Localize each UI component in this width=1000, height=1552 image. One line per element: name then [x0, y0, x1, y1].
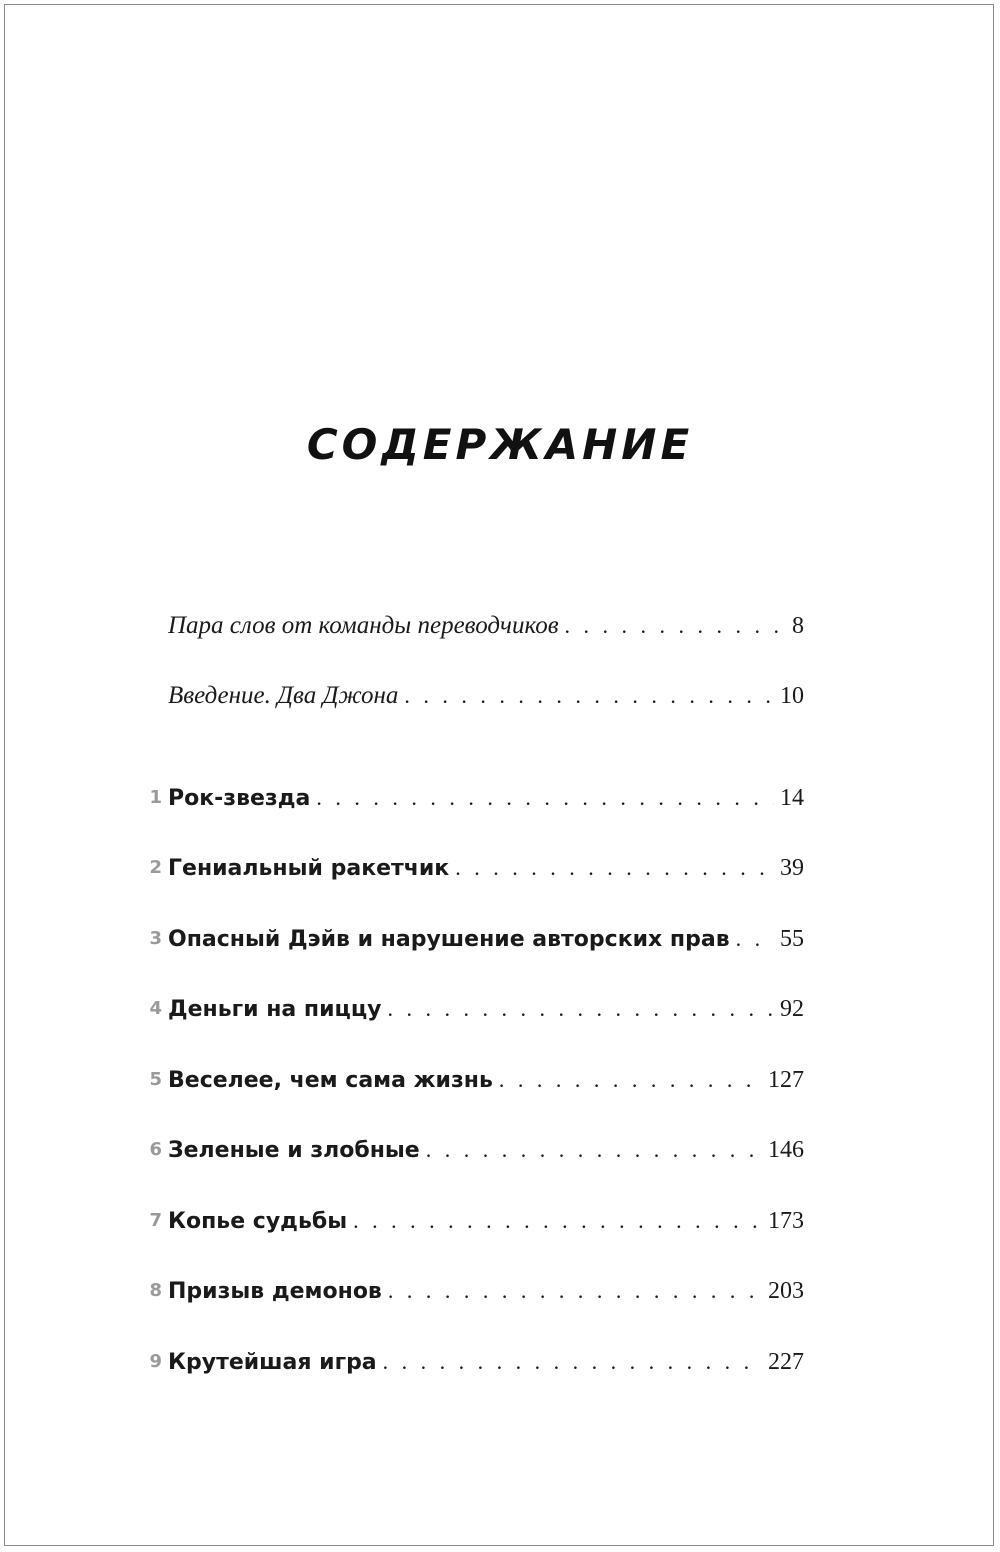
toc-chapter-8[interactable]: [168, 1273, 804, 1309]
toc-entry-page: 10: [780, 683, 804, 709]
toc-entry-page: 127: [768, 1067, 804, 1093]
toc-chapter-1[interactable]: [168, 780, 804, 816]
toc-entry-page: 203: [768, 1278, 804, 1304]
chapter-number: 1: [149, 787, 162, 808]
toc-entry-page: 8: [792, 613, 804, 639]
page-title: СОДЕРЖАНИЕ: [306, 420, 694, 469]
toc-entry-page: 173: [768, 1208, 804, 1234]
chapter-number: 5: [149, 1069, 162, 1090]
toc-chapter-5[interactable]: [168, 1062, 804, 1098]
toc-chapter-2[interactable]: [168, 850, 804, 886]
chapter-number: 6: [149, 1139, 162, 1160]
chapter-number: 9: [149, 1351, 162, 1372]
toc-entry-title: Гениальный ракетчик: [168, 856, 450, 881]
page-border: [4, 4, 994, 1546]
toc-entry-page: 14: [780, 785, 804, 811]
toc-chapter-4[interactable]: [168, 991, 804, 1027]
dot-leader: [383, 1344, 762, 1380]
dot-leader: [565, 608, 786, 644]
dot-leader: [404, 678, 774, 714]
toc-entry-title: Пара слов от команды переводчиков: [168, 612, 559, 639]
toc-entry-page: 39: [780, 855, 804, 881]
toc-entry-page: 92: [780, 996, 804, 1022]
toc-entry-title: Введение. Два Джона: [168, 682, 399, 709]
toc-entry-title: Призыв демонов: [168, 1279, 382, 1304]
chapter-number: 7: [149, 1210, 162, 1231]
toc-chapter-6[interactable]: [168, 1132, 804, 1168]
toc-entry-title: Зеленые и злобные: [168, 1138, 420, 1163]
toc-entry-translators-note[interactable]: [168, 608, 804, 644]
toc-chapter-7[interactable]: [168, 1203, 804, 1239]
dot-leader: [353, 1203, 762, 1239]
toc-chapter-9[interactable]: [168, 1344, 804, 1380]
chapter-number: 3: [149, 928, 162, 949]
dot-leader: [455, 850, 774, 886]
toc-chapter-3[interactable]: [168, 921, 804, 957]
toc-entry-title: Копье судьбы: [168, 1209, 348, 1234]
toc-entry-page: 227: [768, 1349, 804, 1375]
chapter-number: 8: [149, 1280, 162, 1301]
toc-entry-title: Крутейшая игра: [168, 1350, 377, 1375]
chapter-number: 4: [149, 998, 162, 1019]
dot-leader: [499, 1062, 762, 1098]
dot-leader: [388, 1273, 762, 1309]
toc-entry-introduction[interactable]: [168, 678, 804, 714]
dot-leader: [426, 1132, 762, 1168]
toc-entry-title: Опасный Дэйв и нарушение авторских прав: [168, 927, 730, 952]
toc-entry-title: Веселее, чем сама жизнь: [168, 1068, 493, 1093]
toc-entry-title: Деньги на пиццу: [168, 997, 382, 1022]
dot-leader: [387, 991, 774, 1027]
toc-entry-page: 146: [768, 1137, 804, 1163]
toc-entry-title: Рок-звезда: [168, 786, 311, 811]
dot-leader: [316, 780, 774, 816]
chapter-number: 2: [149, 857, 162, 878]
dot-leader: [736, 921, 774, 957]
toc-entry-page: 55: [780, 926, 804, 952]
